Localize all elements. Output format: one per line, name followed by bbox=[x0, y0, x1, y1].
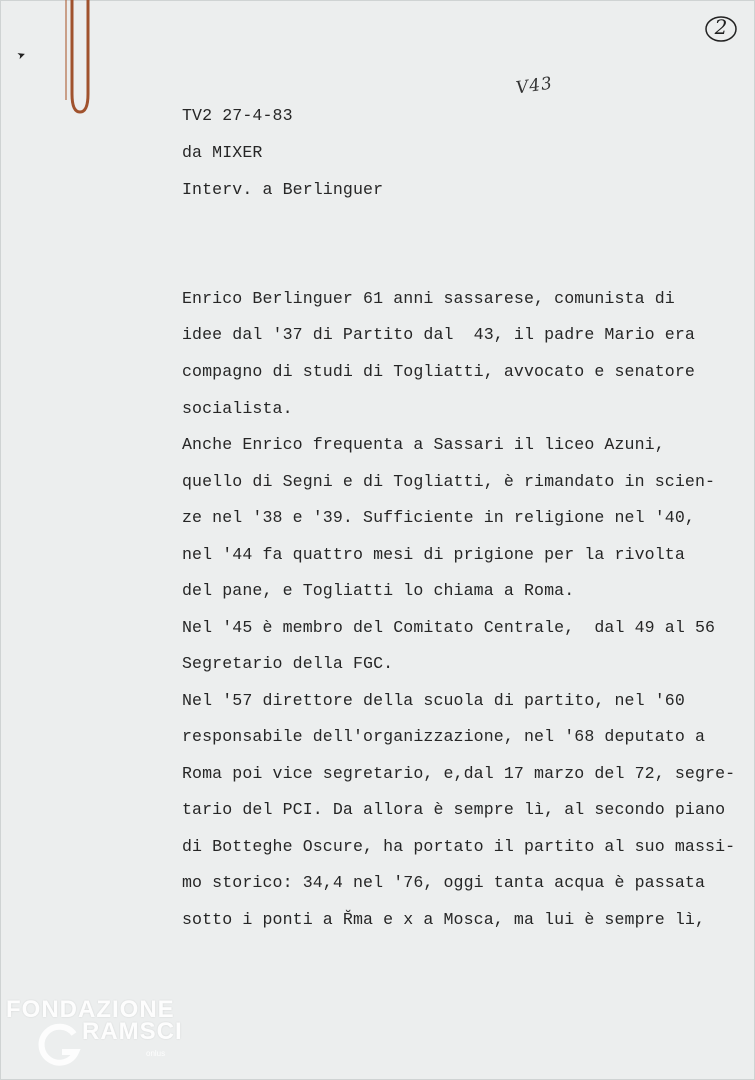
body-line: di Botteghe Oscure, ha portato il partito al suo massi- bbox=[182, 837, 736, 856]
body-line: Nel '45 è membro del Comitato Centrale, dal 49 al 56 bbox=[182, 618, 716, 637]
body-line: tario del PCI. Da allora è sempre lì, al secondo piano bbox=[182, 800, 726, 819]
body-line: Segretario della FGC. bbox=[182, 654, 394, 673]
header-source: da MIXER bbox=[182, 143, 263, 162]
body-line: quello di Segni e di Togliatti, è rimandato in scien- bbox=[182, 472, 716, 491]
g-logo-icon bbox=[34, 1020, 84, 1070]
page-number: 2 bbox=[714, 15, 728, 39]
staple-mark-icon: ➤ bbox=[15, 48, 30, 66]
body-line: mo storico: 34,4 nel '76, oggi tanta acqua è passata bbox=[182, 873, 706, 892]
watermark-small: onlus bbox=[146, 1049, 166, 1058]
body-line: idee dal '37 di Partito dal 43, il padre Mario era bbox=[182, 325, 695, 344]
body-line: Anche Enrico frequenta a Sassari il liceo Azuni, bbox=[182, 435, 665, 454]
body-line: Roma poi vice segretario, e,dal 17 marzo del 72, segre- bbox=[182, 764, 736, 783]
handwritten-note: V43 bbox=[514, 73, 555, 99]
body-line: Nel '57 direttore della scuola di partito, nel '60 bbox=[182, 691, 685, 710]
body-line: Enrico Berlinguer 61 anni sassarese, comunista di bbox=[182, 289, 675, 308]
header-date: TV2 27-4-83 bbox=[182, 106, 293, 125]
watermark-title: FONDAZIONE bbox=[6, 996, 175, 1023]
body-line: del pane, e Togliatti lo chiama a Roma. bbox=[182, 581, 575, 600]
watermark-subtitle: RAMSCI bbox=[82, 1018, 183, 1045]
body-line: sotto i ponti a R̆ma e x a Mosca, ma lui è sempre lì, bbox=[182, 910, 706, 929]
body-line: ze nel '38 e '39. Sufficiente in religione nel '40, bbox=[182, 508, 695, 527]
body-line: socialista. bbox=[182, 399, 293, 418]
header-subject: Interv. a Berlinguer bbox=[182, 180, 384, 199]
page-number-annotation bbox=[704, 14, 738, 44]
body-line: nel '44 fa quattro mesi di prigione per la rivolta bbox=[182, 545, 685, 564]
paperclip-icon bbox=[58, 0, 94, 118]
body-line: compagno di studi di Togliatti, avvocato e senatore bbox=[182, 362, 695, 381]
body-line: responsabile dell'organizzazione, nel '68 deputato a bbox=[182, 727, 706, 746]
archive-watermark bbox=[2, 996, 192, 1080]
